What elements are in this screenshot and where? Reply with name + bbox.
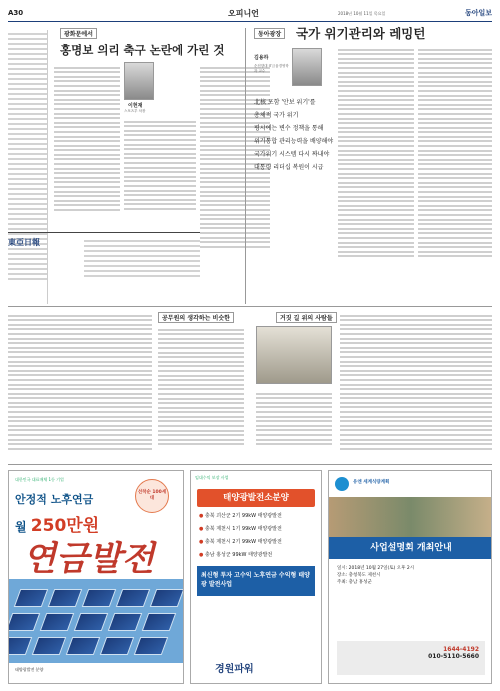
right-author-role: 순천향대 IT금융경영학과 교수: [254, 64, 289, 73]
pull-quote-line: 국가위기 시스템 다시 짜내야: [254, 151, 330, 158]
ad-phone-box[interactable]: [337, 641, 485, 675]
ad-mid-logo: 경원파워: [215, 664, 254, 675]
page-header: [8, 8, 492, 22]
ad-line1: 안정적 노후연금: [15, 493, 94, 506]
pull-quote-line: 총체적 국가 위기: [254, 112, 299, 119]
ad-footer: 태양광발전 분양: [9, 663, 184, 683]
pull-quote-line: 北核 포함 '안보 위기'를: [254, 99, 316, 106]
author-photo-right: [292, 48, 322, 86]
ad-tag: 대한민국 대표매체 1등 기업: [15, 477, 64, 482]
pull-quote-line: 위기통합 관리능력을 배양해야: [254, 138, 334, 145]
solar-panels-image: [9, 579, 184, 665]
left-author-role: 스포츠부 차장: [124, 109, 146, 113]
left-story-col-1: [54, 64, 120, 214]
bottom-right-kicker: 거짓 길 위의 사람들: [276, 312, 337, 323]
right-story-col-1: [338, 46, 414, 260]
ad-right-photo: [329, 497, 492, 537]
ad-divider: [8, 464, 492, 465]
ad-mid-row: ● 충북 제천시 1기 99kW 태양광발전: [199, 526, 282, 532]
ad-right-info: [337, 565, 487, 586]
right-author-name: 김용하: [254, 55, 269, 61]
pull-quote-line: 대통령 리더십 복원이 시급: [254, 164, 324, 171]
ad-line2-prefix: 월: [15, 520, 27, 534]
section-title: 오피니언: [228, 9, 259, 18]
bottom-left-kicker: 공무원의 생각하는 비슷한: [158, 312, 234, 323]
ad-mid-top: 임대수익 보장 사업: [195, 475, 229, 480]
right-story-col-2: [418, 46, 492, 260]
ad-info-line: 일시: 2018년 10월 27일(토) 오후 2시: [337, 566, 415, 571]
author-photo-left: [124, 62, 154, 100]
left-story-headline: 홍명보 의리 축구 논란에 가린 것: [60, 43, 225, 57]
masthead-logo: 東亞日報: [8, 237, 40, 247]
ad-mid-row: ● 충북 괴산군 2기 99kW 태양광발전: [199, 513, 282, 519]
section-divider: [8, 306, 492, 307]
ad-solar-pension[interactable]: [8, 470, 184, 684]
left-story-kicker: 광화문에서: [60, 28, 97, 39]
page-number: A30: [8, 9, 24, 17]
pull-quote: [254, 96, 334, 174]
masthead-box: [8, 232, 200, 290]
ad-info-line: 장소: 충청북도 제천시: [337, 573, 381, 578]
bottom-left-col-2: [158, 326, 244, 448]
bottom-right-col-1: [256, 390, 332, 448]
ad-mid-row: ● 충북 제천시 2기 99kW 태양광발전: [199, 539, 282, 545]
left-author-name: 이헌재: [128, 103, 143, 109]
ad-phone-2: 010-5110-5660: [428, 653, 479, 660]
masthead-info: [84, 237, 200, 280]
ad-mid-banner: 최신형 투자 고수익 노후연금 수익형 태양광 발전사업: [197, 566, 315, 596]
ad-mid-row: ● 충남 홍성군 99kW 태양광발전: [199, 552, 273, 558]
pull-quote-line: 평시에는 변수 정책을 통해: [254, 125, 324, 132]
ad-right-title: 사업설명회 개최안내: [329, 537, 492, 559]
ad-right-org: 유엔 세계식량계획: [353, 480, 390, 485]
ad-phone-1: 1644-4192: [443, 646, 479, 653]
ad-mid-title: 태양광발전소분양: [197, 489, 315, 507]
right-story-headline: 국가 위기관리와 레밍턴: [296, 26, 426, 41]
column-divider: [245, 28, 246, 304]
ad-solar-sales[interactable]: [190, 470, 322, 684]
ad-info-line: 주최: 충남 홍성군: [337, 580, 372, 585]
ad-briefing[interactable]: [328, 470, 492, 684]
ad-badge: 선착순 100세대: [135, 479, 169, 513]
bottom-right-photo: [256, 326, 332, 384]
right-story-kicker: 동아광장: [254, 28, 285, 39]
left-story-col-2: [124, 118, 196, 212]
paper-name: 동아일보: [464, 8, 492, 17]
ad-amount: 250만원: [30, 516, 100, 536]
ad-script-title: 연금발전: [23, 539, 155, 579]
issue-date: 2018년 10월 11일 목요일: [338, 11, 386, 16]
un-logo-icon: [335, 477, 349, 491]
bottom-right-col-2: [340, 312, 492, 452]
bottom-left-col-1: [8, 312, 152, 452]
